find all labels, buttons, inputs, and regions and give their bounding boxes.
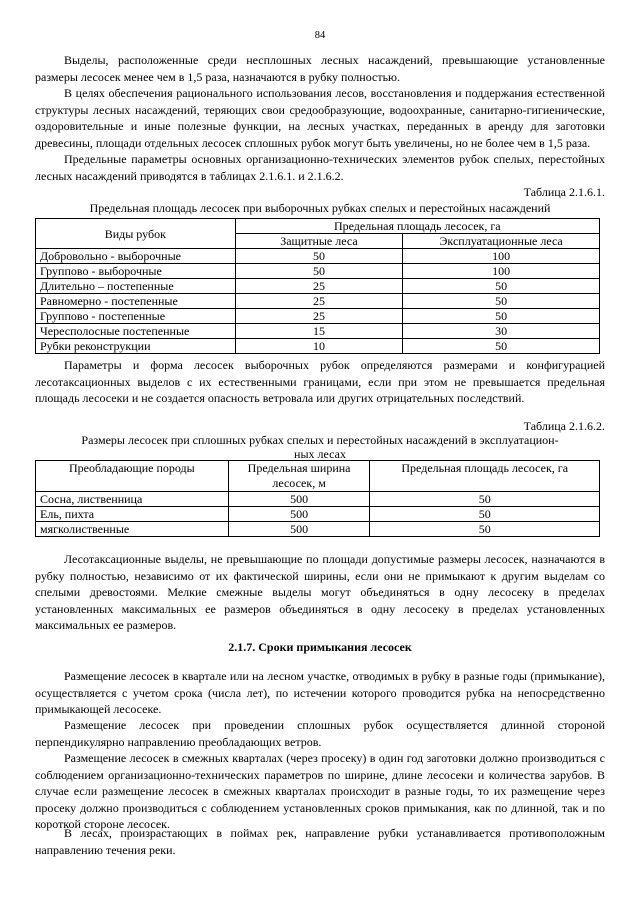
cell-species: мягколиственные bbox=[36, 522, 229, 537]
table2-header-width bbox=[228, 461, 370, 492]
cell-kind: Добровольно - выборочные bbox=[36, 249, 236, 264]
cell-kind: Рубки реконструкции bbox=[36, 339, 236, 354]
cell-protective: 25 bbox=[235, 294, 403, 309]
cell-area: 50 bbox=[370, 522, 600, 537]
cell-kind: Чересполосные постепенные bbox=[36, 324, 236, 339]
cell-exploitation: 50 bbox=[403, 339, 600, 354]
table-row bbox=[36, 324, 600, 339]
paragraph-5: Лесотаксационные выделы, не превышающие по площади допустимые размеры лесосек, назначаются в рубку полностью, независимо от их фактической ширины, если они не примыкают к другим выделам со спелыми древостоями. Мелкие смежные выделы могут объединяться в одну лесосеку в пределах установленных максимальных ее размеров объединяться в одну лесосеку в пределах установленных максимальных ее размеров. bbox=[35, 552, 605, 632]
table1-header-protective: Защитные леса bbox=[235, 234, 403, 249]
paragraph-6: Размещение лесосек в квартале или на лесном участке, отводимых в рубку в разные годы (примыкание), осуществляется с учетом срока (числа лет), по истечении которого проводится рубка на непосредственно примыкающей лесосеке. bbox=[35, 669, 605, 716]
table2-caption-line2: ных лесах bbox=[294, 447, 346, 461]
cell-protective: 25 bbox=[235, 309, 403, 324]
section-heading: 2.1.7. Сроки примыкания лесосек bbox=[228, 640, 412, 654]
table1-caption: Предельная площадь лесосек при выборочных рубках спелых и перестойных насаждений bbox=[89, 201, 551, 215]
cell-exploitation: 50 bbox=[403, 279, 600, 294]
table-row bbox=[36, 279, 600, 294]
table-row bbox=[36, 294, 600, 309]
paragraph-9: В лесах, произрастающих в поймах рек, направление рубки устанавливается противоположным направлению течения реки. bbox=[35, 826, 605, 857]
table1-number: Таблица 2.1.6.1. bbox=[523, 185, 605, 199]
table-row bbox=[36, 339, 600, 354]
cell-width: 500 bbox=[228, 507, 370, 522]
table-row bbox=[36, 492, 600, 507]
cell-exploitation: 30 bbox=[403, 324, 600, 339]
table1-header-area: Предельная площадь лесосек, га bbox=[235, 219, 599, 234]
cell-species: Ель, пихта bbox=[36, 507, 229, 522]
table-row bbox=[36, 522, 600, 537]
cell-width: 500 bbox=[228, 492, 370, 507]
table-row bbox=[36, 507, 600, 522]
table2-header-species: Преобладающие породы bbox=[36, 461, 229, 492]
cell-area: 50 bbox=[370, 507, 600, 522]
table2-header-width-line1: Предельная ширина bbox=[247, 461, 351, 475]
cell-exploitation: 50 bbox=[403, 309, 600, 324]
cell-protective: 50 bbox=[235, 264, 403, 279]
cell-protective: 50 bbox=[235, 249, 403, 264]
paragraph-8: Размещение лесосек в смежных кварталах (через просеку) в один год заготовки должно производиться с соблюдением организационно-технических параметров по ширине, длине лесосеки и количества зарубов. В случае если размещение лесосек в смежных кварталах происходит в разные годы, то их размещение через просеку должно производиться с соблюдением установленных сроков примыкания, как по длинной, так и по короткой стороне лесосек. bbox=[35, 751, 605, 831]
cell-exploitation: 50 bbox=[403, 294, 600, 309]
paragraph-3: Предельные параметры основных организационно-технических элементов рубок спелых, перестойных лесных насаждений приводятся в таблицах 2.1.6.1. и 2.1.6.2. bbox=[35, 152, 605, 183]
cell-kind: Равномерно - постепенные bbox=[36, 294, 236, 309]
paragraph-2: В целях обеспечения рационального использования лесов, восстановления и поддержания естественной структуры лесных насаждений, теряющих свои средообразующие, водоохранные, санитарно-гигиенические, оздоровительные и иные полезные функции, на лесных участках, переданных в аренду для заготовки древесины, площади отдельных лесосек сплошных рубок могут быть увеличены, но не более чем в 1,5 раза. bbox=[35, 86, 605, 150]
table-row bbox=[36, 309, 600, 324]
cell-protective: 15 bbox=[235, 324, 403, 339]
table-clear-cutting bbox=[35, 460, 600, 537]
table-selective-cutting bbox=[35, 218, 600, 354]
cell-species: Сосна, лиственница bbox=[36, 492, 229, 507]
paragraph-1: Выделы, расположенные среди несплошных лесных насаждений, превышающие установленные размеры лесосек менее чем в 1,5 раза, назначаются в рубку полностью. bbox=[35, 53, 605, 84]
table1-header-kind: Виды рубок bbox=[36, 219, 236, 249]
cell-protective: 10 bbox=[235, 339, 403, 354]
table1-header-exploitation: Эксплуатационные леса bbox=[403, 234, 600, 249]
table2-caption-line1: Размеры лесосек при сплошных рубках спелых и перестойных насаждений в эксплуатацион- bbox=[81, 433, 559, 447]
cell-exploitation: 100 bbox=[403, 249, 600, 264]
cell-kind: Группово - постепенные bbox=[36, 309, 236, 324]
table2-number: Таблица 2.1.6.2. bbox=[523, 419, 605, 433]
table1-header-row-1 bbox=[36, 219, 600, 234]
table2-header-row bbox=[36, 461, 600, 492]
paragraph-4: Параметры и форма лесосек выборочных рубок определяются размерами и конфигурацией лесотаксационных выделов с их естественными границами, если при этом не превышается предельная площадь лесосеки и не создается опасность ветровала или других отрицательных последствий. bbox=[35, 358, 605, 405]
cell-protective: 25 bbox=[235, 279, 403, 294]
cell-width: 500 bbox=[228, 522, 370, 537]
cell-area: 50 bbox=[370, 492, 600, 507]
paragraph-7: Размещение лесосек при проведении сплошных рубок осуществляется длинной стороной перпендикулярно направлению преобладающих ветров. bbox=[35, 718, 605, 749]
cell-exploitation: 100 bbox=[403, 264, 600, 279]
table2-header-area: Предельная площадь лесосек, га bbox=[370, 461, 600, 492]
page-number: 84 bbox=[314, 30, 326, 41]
table-row bbox=[36, 264, 600, 279]
table2-header-width-line2: лесосек, м bbox=[272, 476, 326, 490]
table-row bbox=[36, 249, 600, 264]
cell-kind: Группово - выборочные bbox=[36, 264, 236, 279]
cell-kind: Длительно – постепенные bbox=[36, 279, 236, 294]
